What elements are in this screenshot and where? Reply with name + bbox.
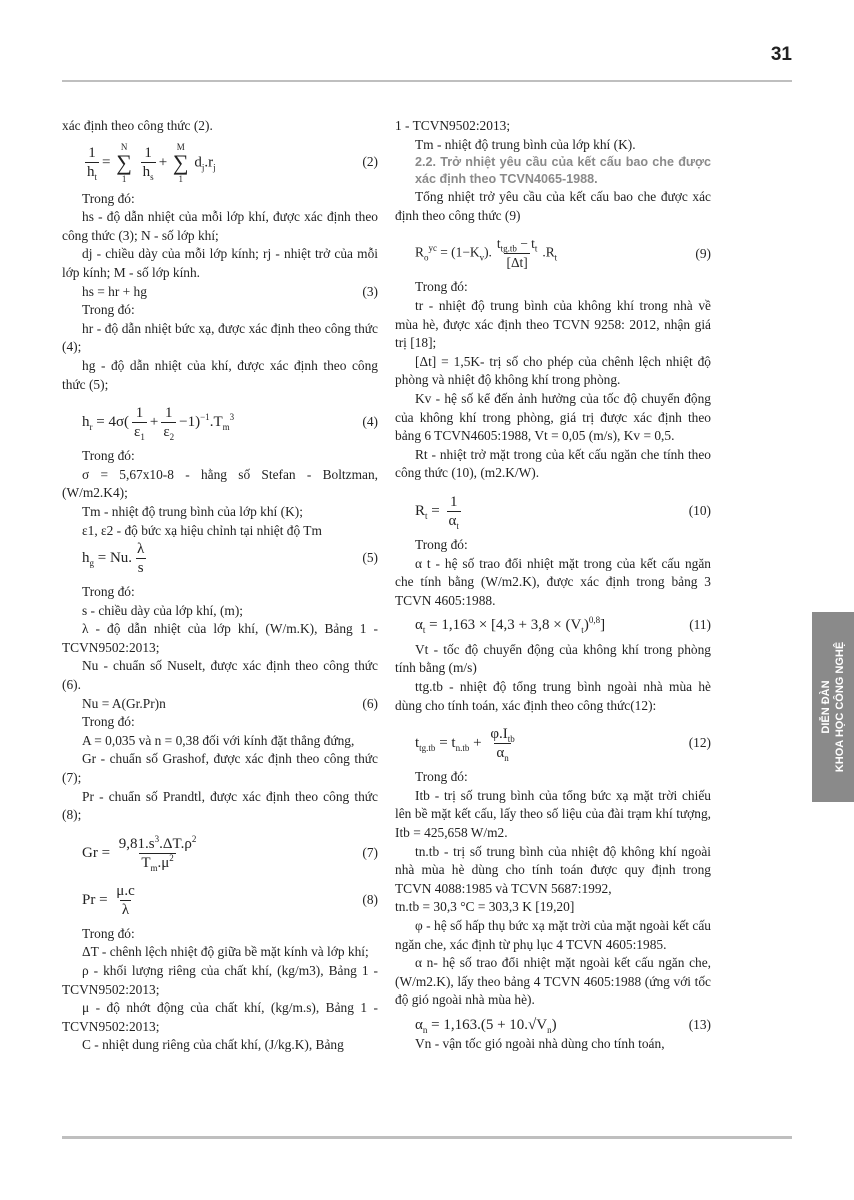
equation-10 [395,493,711,530]
paragraph: C - nhiệt dung riêng của chất khí, (J/kg.K), Bảng [82,1037,344,1053]
equation-8 [62,882,378,919]
equation-number: (9) [695,245,711,261]
paragraph: σ = 5,67x10-8 - hằng số Stefan - Boltzman, (W/m2.K4); [62,466,378,501]
paragraph: Trong đó: [82,190,135,206]
side-tab-line2: KHOA HỌC CÔNG NGHỆ [834,641,846,773]
paragraph: Trong đó: [415,769,468,785]
equation-10-body: $R_t$ = $\frac{1}{\alpha_t}$ [415,493,459,531]
equation-11-body: $\alpha_t = 1,163 \times [4,3 + 3,8 \times (V_t)^{0,8}]$ [415,615,606,636]
paragraph: Trong đó: [415,279,468,295]
paragraph: Trong đó: [415,536,468,552]
paragraph: Trong đó: [82,925,135,941]
equation-13 [395,1016,711,1035]
equation-12 [395,725,711,762]
paragraph: Nu - chuẩn số Nuselt, được xác định theo công thức (6). [62,658,378,693]
paragraph: tn.tb = 30,3 °C = 303,3 K [19,20] [395,899,575,915]
header-rule [62,80,792,82]
right-column [395,117,711,1053]
paragraph: φ - hệ số hấp thụ bức xạ mặt trời của mặt ngoài kết cấu ngăn che, xác định từ phụ lục 4 TCVN 4605:1985. [395,918,711,952]
section-heading: 2.2. Trở nhiệt yêu cầu của kết cấu bao che được xác định theo TCVN4065-1988. [415,155,711,187]
equation-6 [62,695,378,714]
equation-13-body: $\alpha_n = 1,163.(5 + 10.√V_n)$ [415,1016,557,1035]
equation-number: (5) [362,550,378,566]
equation-number: (10) [688,503,711,519]
paragraph: ρ - khối lượng riêng của chất khí, (kg/m3), Bảng 1 - TCVN9502:2013; [62,963,378,997]
paragraph: Vn - vận tốc gió ngoài nhà dùng cho tính toán, [415,1035,665,1051]
left-column [62,117,378,1055]
paragraph: ε1, ε2 - độ bức xạ hiệu chỉnh tại nhiệt độ Tm [82,522,322,538]
footer-rule [62,1136,792,1139]
equation-4-body: $h_r = 4\sigma$( $\frac{1}{\varepsilon_1}$ + $\frac{1}{\varepsilon_2}$ $-1)^{-1}.T_m^3$ [82,405,235,443]
paragraph: hg - độ dẫn nhiệt của khí, được xác định theo công thức (5); [62,357,378,392]
paragraph: tn.tb - trị số trung bình của nhiệt độ không khí ngoài nhà mùa hè dùng cho tính toán được quy định trong TCVN 4088:1985 và TCVN 5687:1992, [395,843,711,896]
paragraph: Itb - trị số trung bình của tổng bức xạ mặt trời chiếu lên bề mặt kết cấu, lấy theo số liệu của đài trạm khí tượng, Itb = 425,658 W/m2. [395,787,711,841]
paragraph: Gr - chuẩn số Grashof, được xác định theo công thức (7); [62,751,378,786]
equation-12-body: $t_{tg.tb} = t_{n.tb}$ + $\frac{\varphi.I_{tb}}{\alpha_n}$ [415,726,515,764]
side-tab-line1: DIỄN ĐÀN [820,680,832,734]
equation-number: (6) [362,695,378,711]
paragraph: λ - độ dẫn nhiệt của lớp khí, (W/m.K), Bảng 1 - TCVN9502:2013; [62,621,378,655]
equation-6-body: Nu = A(Gr.Pr)n [82,695,166,711]
paragraph: Tm - nhiệt độ trung bình của lớp khí (K); [82,503,303,519]
equation-5 [62,540,378,577]
page-number: 31 [770,44,792,65]
equation-number: (13) [688,1016,711,1032]
paragraph: Tm - nhiệt độ trung bình của lớp khí (K). [415,136,636,152]
equation-3-body: hs = hr + hg [82,283,147,299]
equation-9 [395,235,711,272]
paragraph: α n- hệ số trao đổi nhiệt mặt ngoài kết cấu ngăn che, (W/m2.K), lấy theo bảng 4 TCVN 4605:1988 (ứng với tốc độ gió ngoài nhà mùa hè). [395,955,711,1008]
equation-3 [62,283,378,302]
paragraph: hr - độ dẫn nhiệt bức xạ, được xác định theo công thức (4); [62,320,378,355]
equation-number: (11) [689,617,711,633]
paragraph: ttg.tb - nhiệt độ tổng trung bình ngoài nhà mùa hè dùng cho tính toán, xác định theo công thức(12): [395,679,711,713]
equation-number: (2) [362,154,378,170]
equation-11 [395,616,711,635]
paragraph: dj - chiều dày của mỗi lớp kính; rj - nhiệt trở của mỗi lớp kính; M - số lớp kính. [62,246,378,280]
equation-8-body: Pr = $\frac{\mu.c}{\lambda}$ [82,882,135,918]
paragraph: Pr - chuẩn số Prandtl, được xác định theo công thức (8); [62,788,378,823]
paragraph: α t - hệ số trao đổi nhiệt mặt trong của kết cấu ngăn che tính bằng (W/m2.K), được xác định trong bảng 3 TCVN 4605:1988. [395,555,711,608]
paragraph: tr - nhiệt độ trung bình của không khí trong nhà về mùa hè, được xác định theo TCVN 9258: 2012, nhận giá trị [18]; [395,297,711,351]
paragraph: Trong đó: [82,584,135,600]
equation-2-body: $\frac{1}{h_t}$ = N ∑ 1 $\frac{1}{h_s}$ + M ∑ 1 $d_j.r_j$ [87,141,216,184]
paragraph: Rt - nhiệt trở mặt trong của kết cấu ngăn che tính theo công thức (10), (m2.K/W). [395,446,711,481]
equation-5-body: $h_g = Nu$. $\frac{\lambda}{s}$ [82,541,145,577]
paragraph: [Δt] = 1,5K- trị số cho phép của chênh lệch nhiệt độ phòng và nhiệt độ không khí trong phòng. [395,353,711,388]
equation-number: (4) [362,414,378,430]
paragraph: Trong đó: [82,302,135,318]
equation-2 [62,142,378,184]
paragraph: ΔT - chênh lệch nhiệt độ giữa bề mặt kính và lớp khí; [82,944,369,960]
paragraph: Vt - tốc độ chuyển động của không khí trong phòng tính bằng (m/s) [395,641,711,676]
paragraph: Trong đó: [82,448,135,464]
equation-4 [62,404,378,441]
paragraph: μ - độ nhớt động của chất khí, (kg/m.s), Bảng 1 - TCVN9502:2013; [62,1000,378,1034]
equation-number: (8) [362,892,378,908]
equation-9-body: $R_o^{yc} = (1-K_v)$. $\frac{t_{tg.tb} - t_t}{[\Delta t]}$ $.R_t$ [415,236,558,271]
paragraph: 1 - TCVN9502:2013; [395,118,511,133]
paragraph: A = 0,035 và n = 0,38 đối với kính đặt thẳng đứng, [82,732,355,748]
section-side-tab [812,612,854,802]
paragraph: Tổng nhiệt trở yêu cầu của kết cấu bao che được xác định theo công thức (9) [395,189,711,223]
equation-7 [62,835,378,872]
paragraph: xác định theo công thức (2). [62,118,213,133]
paragraph: s - chiều dày của lớp khí, (m); [82,602,244,618]
paragraph: hs - độ dẫn nhiệt của mỗi lớp khí, được xác định theo công thức (3); N - số lớp khí; [62,209,378,243]
paragraph: Kv - hệ số kể đến ảnh hưởng của tốc độ chuyển động của không khí trong phòng, giá trị được xác định theo bảng 6 TCVN4605:1988, Vt = 0,05 (m/s), Kv = 0,5. [395,390,711,444]
equation-number: (7) [362,845,378,861]
equation-7-body: Gr = $\frac{9,81.s^3.\Delta T.\rho^2}{T_m.\mu^2}$ [82,833,197,873]
paragraph: Trong đó: [82,714,135,730]
equation-number: (12) [688,735,711,751]
equation-number: (3) [362,283,378,299]
